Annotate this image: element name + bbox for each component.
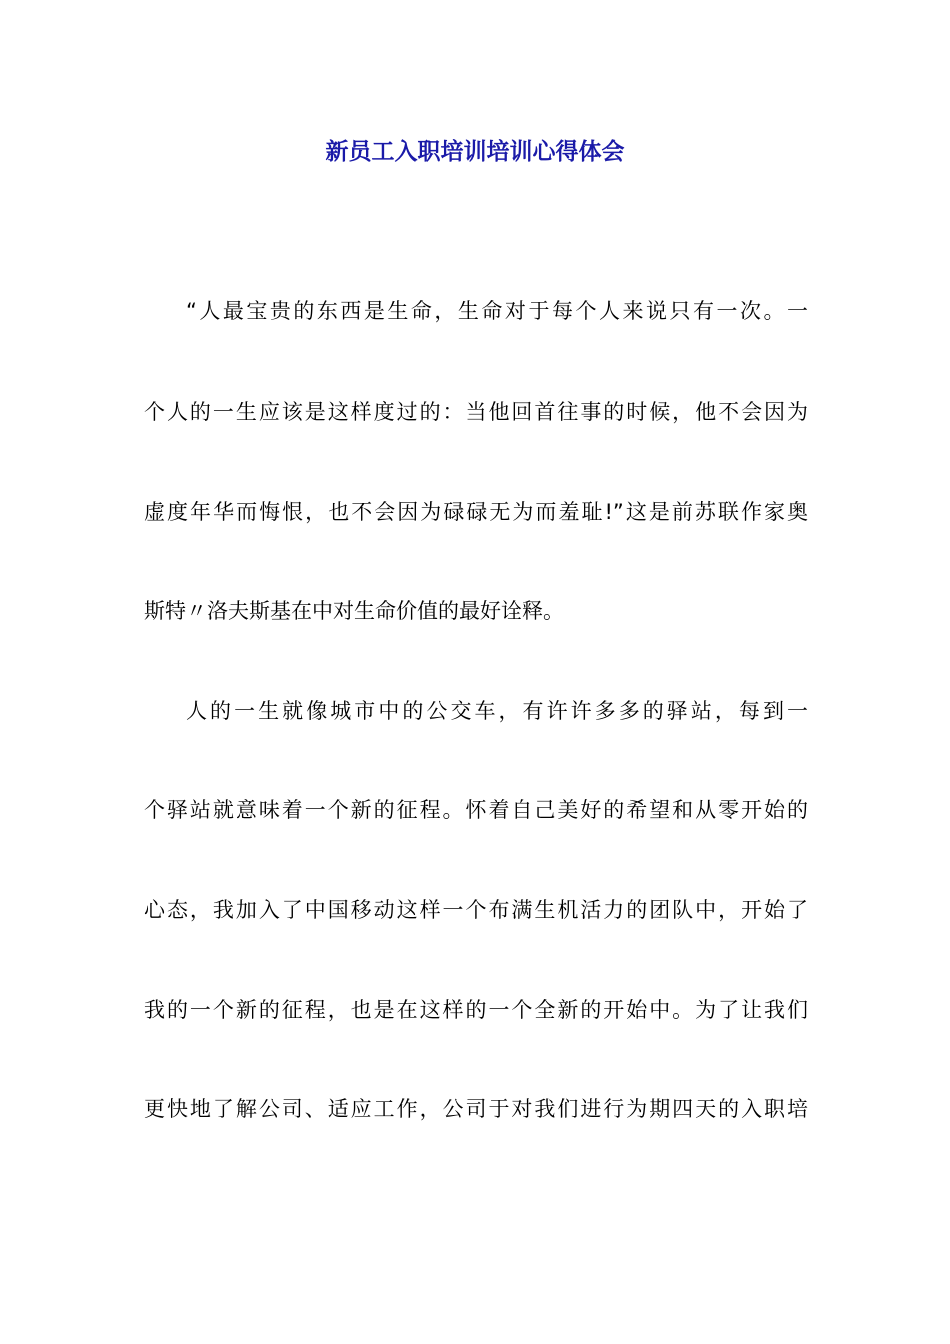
paragraph-2-line-5: 更快地了解公司、适应工作，公司于对我们进行为期四天的入职培 — [144, 1097, 808, 1121]
paragraph-2-line-1: 人的一生就像城市中的公交车，有许许多多的驿站，每到一 — [186, 699, 808, 723]
paragraph-1-line-3: 虚度年华而悔恨，也不会因为碌碌无为而羞耻!”这是前苏联作家奥 — [144, 500, 808, 524]
paragraph-2-line-4: 我的一个新的征程，也是在这样的一个全新的开始中。为了让我们 — [144, 998, 808, 1022]
paragraph-2-line-3: 心态，我加入了中国移动这样一个布满生机活力的团队中，开始了 — [144, 898, 808, 922]
paragraph-2-line-2: 个驿站就意味着一个新的征程。怀着自己美好的希望和从零开始的 — [144, 798, 808, 822]
paragraph-1-line-1: “人最宝贵的东西是生命，生命对于每个人来说只有一次。一 — [186, 299, 808, 323]
document-title: 新员工入职培训培训心得体会 — [325, 139, 625, 165]
paragraph-1-line-4: 斯特〃洛夫斯基在中对生命价值的最好诠释。 — [144, 599, 564, 623]
paragraph-1-line-2: 个人的一生应该是这样度过的：当他回首往事的时候，他不会因为 — [144, 400, 808, 424]
